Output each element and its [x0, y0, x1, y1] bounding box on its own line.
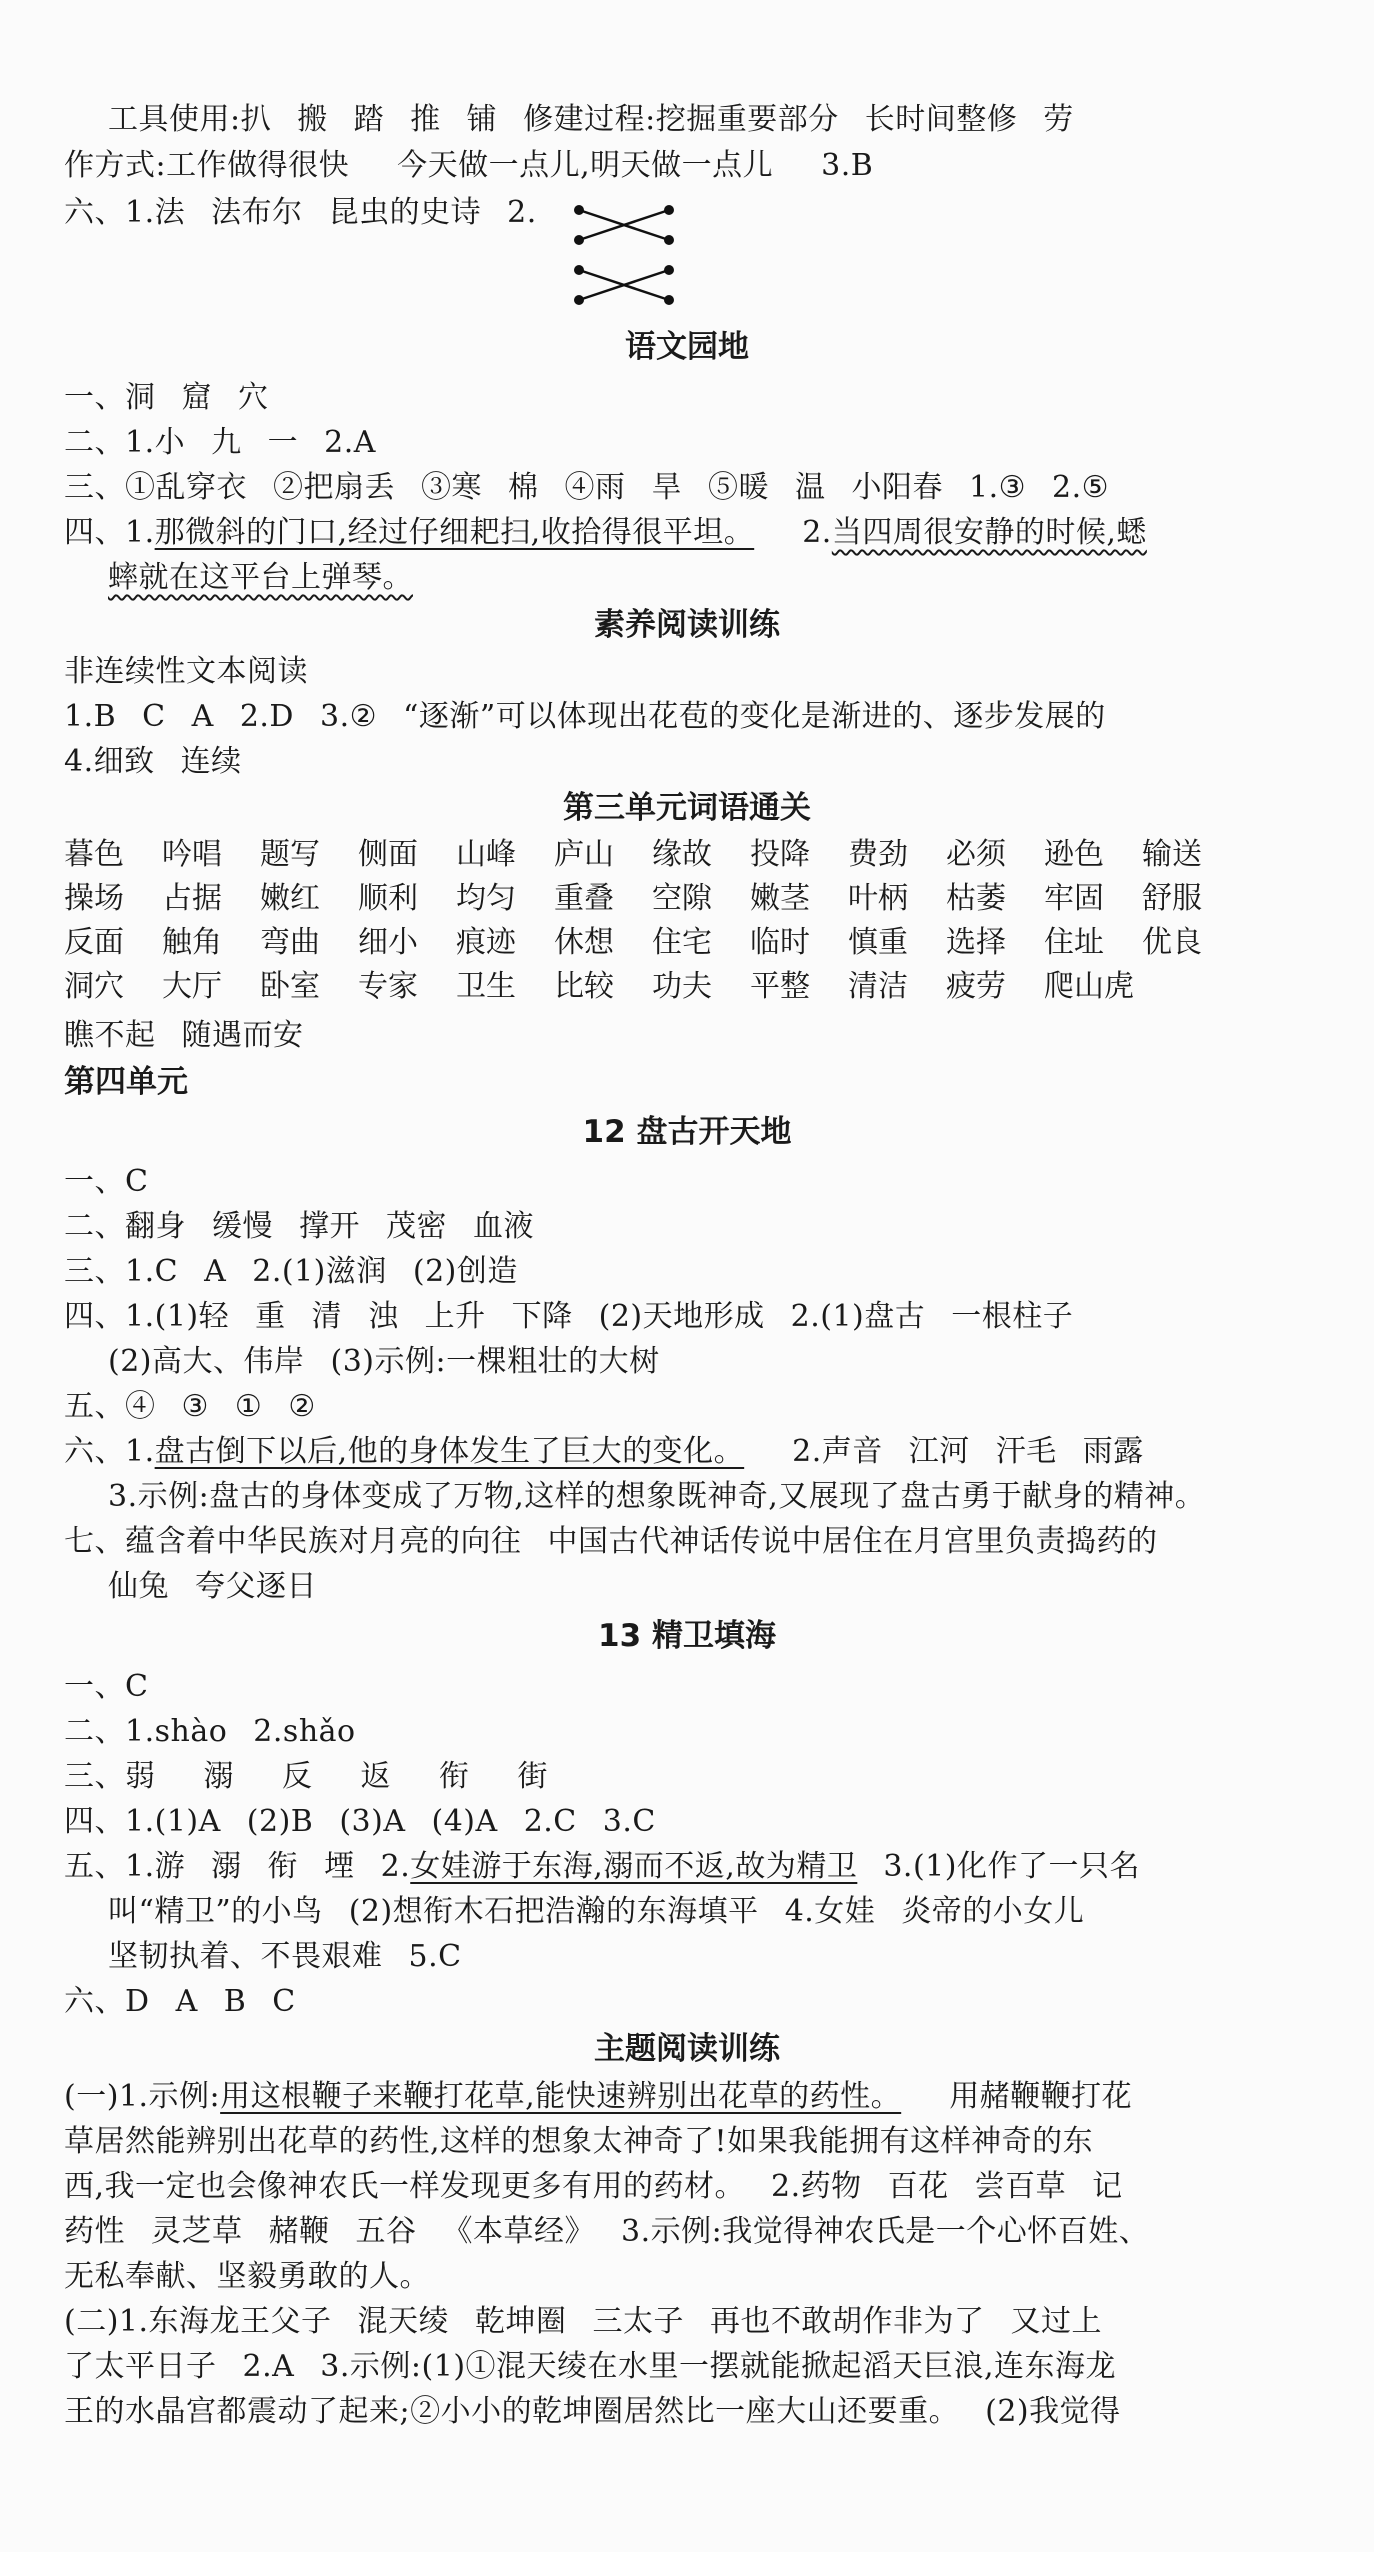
answer-text: 灵芝草 [151, 2214, 243, 2249]
answer-text: 重 [255, 1299, 286, 1334]
answer-text: 再也不敢胡作非为了 [710, 2304, 985, 2339]
answer-text: 下降 [511, 1299, 573, 1334]
answer-text: 仙兔 [108, 1569, 169, 1604]
answer-text: 一、洞 [64, 380, 156, 415]
match-dot [664, 295, 674, 305]
answer-text: 六、1.法 [64, 195, 186, 230]
vocab-word: 逊色 [1044, 837, 1104, 872]
answer-line [108, 1340, 660, 1384]
answer-text: 二、1.shào [64, 1714, 228, 1749]
answer-text: 百花 [887, 2169, 949, 2204]
answer-text: 2.A [242, 2349, 295, 2384]
answer-text: ③ [181, 1389, 209, 1424]
answer-text: 非连续性文本阅读 [64, 654, 308, 689]
answer-text: 瞧不起 [64, 1018, 156, 1053]
answer-text: (4)A [431, 1804, 498, 1839]
answer-text: (2)我觉得 [985, 2394, 1121, 2429]
answer-line [64, 1845, 1140, 1889]
answer-text: (2)想衔木石把浩瀚的东海填平 [348, 1894, 759, 1929]
answer-text: 三、①乱穿衣 [64, 470, 247, 505]
answer-text: 三、1.C [64, 1254, 179, 1289]
vocab-word: 吟唱 [162, 837, 222, 872]
section-title-theme: 主题阅读训练 [594, 2031, 780, 2067]
answer-text: 一根柱子 [951, 1299, 1074, 1334]
answer-text: 返 [360, 1759, 391, 1794]
answer-text: 衔 [439, 1759, 470, 1794]
answer-text: 无私奉献、坚毅勇敢的人。 [64, 2259, 430, 2294]
vocab-word: 选择 [946, 925, 1006, 960]
answer-line [64, 1295, 1073, 1339]
answer-text: 1.B [64, 699, 117, 734]
answer-text: 中国古代神话传说中居住在月宫里负责捣药的 [547, 1524, 1158, 1559]
answer-text: 2.D [239, 699, 294, 734]
answer-text: 蟀就在这平台上弹琴。 [108, 560, 413, 595]
answer-text: (3)A [339, 1804, 406, 1839]
answer-text: 2.shǎo [253, 1714, 356, 1749]
answer-text: 长时间整修 [864, 102, 1018, 137]
vocab-word: 叶柄 [848, 881, 908, 916]
answer-text: 茂密 [386, 1209, 447, 1244]
vocab-word: 触角 [162, 925, 222, 960]
answer-text: 撑开 [299, 1209, 360, 1244]
answer-text: 《本草经》 [442, 2214, 595, 2249]
vocab-word: 洞穴 [64, 969, 124, 1004]
vocab-word: 细小 [358, 925, 418, 960]
vocab-word: 弯曲 [260, 925, 320, 960]
answer-text: 修建过程:挖掘重要部分 [523, 102, 839, 137]
vocab-word: 重叠 [554, 881, 614, 916]
answer-line [108, 556, 413, 600]
match-dot [574, 265, 584, 275]
answer-line [64, 2345, 1116, 2389]
answer-text: C [142, 699, 166, 734]
answer-text: B [223, 1984, 247, 2019]
answer-text: 2.(1)盘古 [790, 1299, 926, 1334]
vocab-word: 住宅 [652, 925, 712, 960]
answer-text: 劳 [1043, 102, 1074, 137]
answer-text: 那微斜的门口,经过仔细耙扫,收拾得很平坦。 [154, 515, 755, 550]
vocab-word: 嫩红 [260, 881, 320, 916]
answer-text: ① [234, 1389, 263, 1424]
vocab-word: 缘故 [652, 837, 712, 872]
answer-text: 五、1.游 [64, 1849, 186, 1884]
match-dot [664, 205, 674, 215]
answer-text: 尝百草 [974, 2169, 1067, 2204]
matching-lines-diagram [565, 200, 685, 320]
answer-text: 乾坤圈 [475, 2304, 567, 2339]
vocab-word: 侧面 [358, 837, 418, 872]
vocab-word: 空隙 [652, 881, 712, 916]
vocab-word: 临时 [750, 925, 810, 960]
vocab-word: 题写 [260, 837, 320, 872]
answer-text: 西,我一定也会像神农氏一样发现更多有用的药材。 [64, 2169, 746, 2204]
answer-text: 草居然能辨别出花草的药性,这样的想象太神奇了!如果我能拥有这样神奇的东 [64, 2124, 1094, 2159]
vocab-word: 舒服 [1142, 881, 1202, 916]
answer-text: 六、D [64, 1984, 150, 2019]
vocab-word: 山峰 [456, 837, 516, 872]
match-dot [574, 205, 584, 215]
answer-text: 七、蕴含着中华民族对月亮的向往 [64, 1524, 522, 1559]
vocab-word: 反面 [64, 925, 124, 960]
vocab-word: 牢固 [1044, 881, 1104, 916]
vocab-word: 大厅 [162, 969, 222, 1004]
answer-line [108, 1475, 1205, 1519]
answer-line [64, 511, 1147, 555]
vocab-word: 必须 [946, 837, 1006, 872]
match-dot [574, 295, 584, 305]
vocab-word: 卧室 [260, 969, 320, 1004]
answer-line [64, 1014, 304, 1058]
answer-line [108, 98, 1074, 142]
match-dot [664, 235, 674, 245]
answer-text: 一 [267, 425, 299, 460]
answer-text: 混天绫 [357, 2304, 450, 2339]
answer-text: (2)创造 [412, 1254, 518, 1289]
answer-text: “逐渐”可以体现出花苞的变化是渐进的、逐步发展的 [403, 699, 1106, 734]
answer-line [108, 1935, 462, 1979]
answer-text: (2)高大、伟岸 [108, 1344, 305, 1379]
answer-text: 3.示例:我觉得神农氏是一个心怀百姓、 [621, 2214, 1150, 2249]
answer-line [64, 1385, 316, 1429]
section-title-suyang: 素养阅读训练 [594, 607, 780, 643]
answer-text: 5.C [408, 1939, 462, 1974]
answer-text: 三太子 [592, 2304, 685, 2339]
vocab-word: 功夫 [652, 969, 712, 1004]
answer-text: 1.③ [969, 470, 1027, 505]
vocab-word: 枯萎 [946, 881, 1006, 916]
answer-text: 3.示例:盘古的身体变成了万物,这样的想象既神奇,又展现了盘古勇于献身的精神。 [108, 1479, 1206, 1514]
vocab-word: 疲劳 [946, 969, 1006, 1004]
answer-text: 2.C [523, 1804, 577, 1839]
answer-text: 三、弱 [64, 1759, 156, 1794]
answer-text: 4.女娃 [784, 1894, 876, 1929]
answer-text: 2.药物 [771, 2169, 862, 2204]
answer-line [64, 1800, 656, 1844]
vocab-word: 优良 [1142, 925, 1202, 960]
answer-text: ④雨 [564, 470, 626, 505]
answer-text: 记 [1092, 2169, 1123, 2204]
vocab-word: 休想 [554, 925, 614, 960]
answer-text: A [191, 699, 214, 734]
answer-text: 搬 [297, 102, 328, 137]
answer-text: 叫“精卫”的小鸟 [108, 1894, 323, 1929]
vocab-word: 爬山虎 [1044, 969, 1134, 1004]
answer-text: 四、1. [64, 515, 155, 550]
answer-text: 王的水晶宫都震动了起来;②小小的乾坤圈居然比一座大山还要重。 [64, 2394, 960, 2429]
answer-text: 二、翻身 [64, 1209, 186, 1244]
answer-text: (二)1.东海龙王父子 [64, 2304, 332, 2339]
answer-text: 踏 [353, 102, 385, 137]
answer-line [64, 2255, 430, 2299]
answer-line [64, 650, 308, 694]
answer-text: 随遇而安 [181, 1018, 304, 1053]
answer-text: 坚韧执着、不畏艰难 [108, 1939, 383, 1974]
answer-line [64, 2390, 1121, 2434]
unit-title: 第四单元 [64, 1064, 188, 1100]
answer-text: (2)B [246, 1804, 314, 1839]
answer-line [64, 1205, 534, 1249]
answer-text: ② [288, 1389, 316, 1424]
vocab-word: 费劲 [848, 837, 908, 872]
answer-text: 作方式:工作做得很快 [64, 148, 350, 183]
answer-text: 3.(1)化作了一只名 [883, 1849, 1140, 1884]
vocab-word: 顺利 [358, 881, 418, 916]
answer-line [64, 376, 269, 420]
answer-line [64, 1755, 548, 1799]
answer-line [64, 2075, 1132, 2119]
lesson-title-12: 12 盘古开天地 [582, 1114, 792, 1150]
answer-text: 今天做一点儿,明天做一点儿 [397, 148, 774, 183]
answer-text: 浊 [368, 1299, 399, 1334]
answer-text: 五谷 [355, 2214, 417, 2249]
answer-text: 江河 [908, 1434, 970, 1469]
answer-text: 盘古倒下以后,他的身体发生了巨大的变化。 [154, 1434, 745, 1469]
answer-text: 穴 [238, 380, 269, 415]
answer-line [64, 2165, 1123, 2209]
answer-text: 四、1.(1)轻 [64, 1299, 230, 1334]
answer-line [64, 2300, 1102, 2344]
answer-text: 昆虫的史诗 [328, 195, 482, 230]
answer-text: 炎帝的小女儿 [901, 1894, 1085, 1929]
section-title-vocab: 第三单元词语通关 [563, 790, 811, 826]
answer-line [64, 740, 242, 784]
answer-text: 2.(1)滋润 [252, 1254, 387, 1289]
answer-text: 赭鞭 [268, 2214, 330, 2249]
answer-text: C [272, 1984, 296, 2019]
answer-text: 反 [282, 1759, 313, 1794]
answer-text: 3.示例:(1)①混天绫在水里一摆就能掀起滔天巨浪,连东海龙 [320, 2349, 1117, 2384]
answer-line [108, 1565, 317, 1609]
answer-text: 2.A [324, 425, 376, 460]
section-title-yuwen: 语文园地 [625, 329, 749, 365]
answer-line [64, 1160, 148, 1204]
answer-text: ⑤暖 [708, 470, 769, 505]
answer-text: 当四周很安静的时候,蟋 [831, 515, 1147, 550]
vocab-word: 嫩茎 [750, 881, 810, 916]
answer-text: 堙 [324, 1849, 355, 1884]
answer-text: 六、1. [64, 1434, 155, 1469]
answer-text: 溺 [203, 1759, 234, 1794]
answer-text: 3.C [602, 1804, 656, 1839]
answer-text: 清 [311, 1299, 343, 1334]
answer-line [64, 144, 873, 188]
lesson-title-13: 13 精卫填海 [598, 1618, 776, 1654]
answer-text: 了太平日子 [64, 2349, 217, 2384]
answer-line [64, 1430, 1144, 1474]
answer-text: 女娃游于东海,溺而不返,故为精卫 [410, 1849, 858, 1884]
answer-text: A [204, 1254, 227, 1289]
answer-text: 3.B [821, 148, 874, 183]
answer-text: 铺 [466, 102, 498, 137]
answer-text: 温 [795, 470, 826, 505]
answer-text: (一)1.示例: [64, 2079, 221, 2114]
answer-text: 街 [517, 1759, 548, 1794]
answer-line [64, 421, 376, 465]
answer-text: 旱 [651, 470, 682, 505]
vocab-word: 痕迹 [456, 925, 516, 960]
vocab-word: 住址 [1044, 925, 1104, 960]
answer-text: 4.细致 [64, 744, 155, 779]
answer-text: (2)天地形成 [598, 1299, 765, 1334]
answer-text: 一、C [64, 1669, 149, 1704]
answer-text: ③寒 [421, 470, 482, 505]
match-dot [664, 265, 674, 275]
answer-line [64, 2210, 1149, 2254]
vocab-word: 均匀 [456, 881, 516, 916]
answer-text: 上升 [424, 1299, 486, 1334]
answer-text: 四、1.(1)A [64, 1804, 221, 1839]
answer-text: 工具使用:扒 [108, 102, 272, 137]
answer-text: 汗毛 [995, 1434, 1057, 1469]
answer-text: 连续 [180, 744, 242, 779]
answer-text: 缓慢 [212, 1209, 273, 1244]
vocab-word: 专家 [358, 969, 418, 1004]
answer-line [64, 1980, 296, 2024]
answer-text: 用赭鞭鞭打花 [949, 2079, 1133, 2114]
vocab-word: 占据 [162, 881, 222, 916]
vocab-word: 输送 [1142, 837, 1202, 872]
answer-text: 血液 [473, 1209, 534, 1244]
answer-text: 一、C [64, 1164, 149, 1199]
match-dot [574, 235, 584, 245]
answer-line [64, 191, 537, 235]
answer-text: 九 [211, 425, 242, 460]
answer-line [64, 1665, 148, 1709]
answer-text: 推 [410, 102, 441, 137]
answer-line [64, 1710, 356, 1754]
answer-line [64, 466, 1109, 510]
answer-text: 2. [507, 195, 537, 230]
answer-text: 2.⑤ [1052, 470, 1110, 505]
answer-text: 棉 [508, 470, 539, 505]
answer-line [64, 1520, 1158, 1564]
vocab-word: 平整 [750, 969, 810, 1004]
vocab-word: 慎重 [848, 925, 908, 960]
answer-text: 夸父逐日 [195, 1569, 317, 1604]
answer-text: A [175, 1984, 198, 2019]
vocab-word: 暮色 [64, 837, 124, 872]
answer-text: 2.声音 [792, 1434, 883, 1469]
answer-line [64, 1250, 518, 1294]
answer-text: 溺 [211, 1849, 242, 1884]
answer-line [108, 1890, 1084, 1934]
answer-line [64, 2120, 1093, 2164]
answer-text: 衔 [267, 1849, 299, 1884]
answer-text: 2. [802, 515, 832, 550]
answer-text: 药性 [64, 2214, 125, 2249]
answer-text: ②把扇丢 [273, 470, 395, 505]
answer-text: 又过上 [1010, 2304, 1103, 2339]
answer-text: (3)示例:一棵粗壮的大树 [330, 1344, 660, 1379]
answer-text: 3.② [320, 699, 378, 734]
answer-text: 法布尔 [211, 195, 303, 230]
vocab-word: 投降 [750, 837, 810, 872]
answer-text: 雨露 [1082, 1434, 1144, 1469]
answer-text: 二、1.小 [64, 425, 186, 460]
vocab-grid [64, 833, 1244, 1009]
vocab-word: 操场 [64, 881, 124, 916]
answer-text: 窟 [181, 380, 212, 415]
answer-text: 小阳春 [851, 470, 943, 505]
answer-text: 五、④ [64, 1389, 156, 1424]
answer-text: 2. [380, 1849, 411, 1884]
vocab-word: 卫生 [456, 969, 516, 1004]
answer-line [64, 695, 1106, 739]
vocab-word: 庐山 [554, 837, 614, 872]
answer-text: 用这根鞭子来鞭打花草,能快速辨别出花草的药性。 [220, 2079, 902, 2114]
vocab-word: 清洁 [848, 969, 908, 1004]
vocab-word: 比较 [554, 969, 614, 1004]
